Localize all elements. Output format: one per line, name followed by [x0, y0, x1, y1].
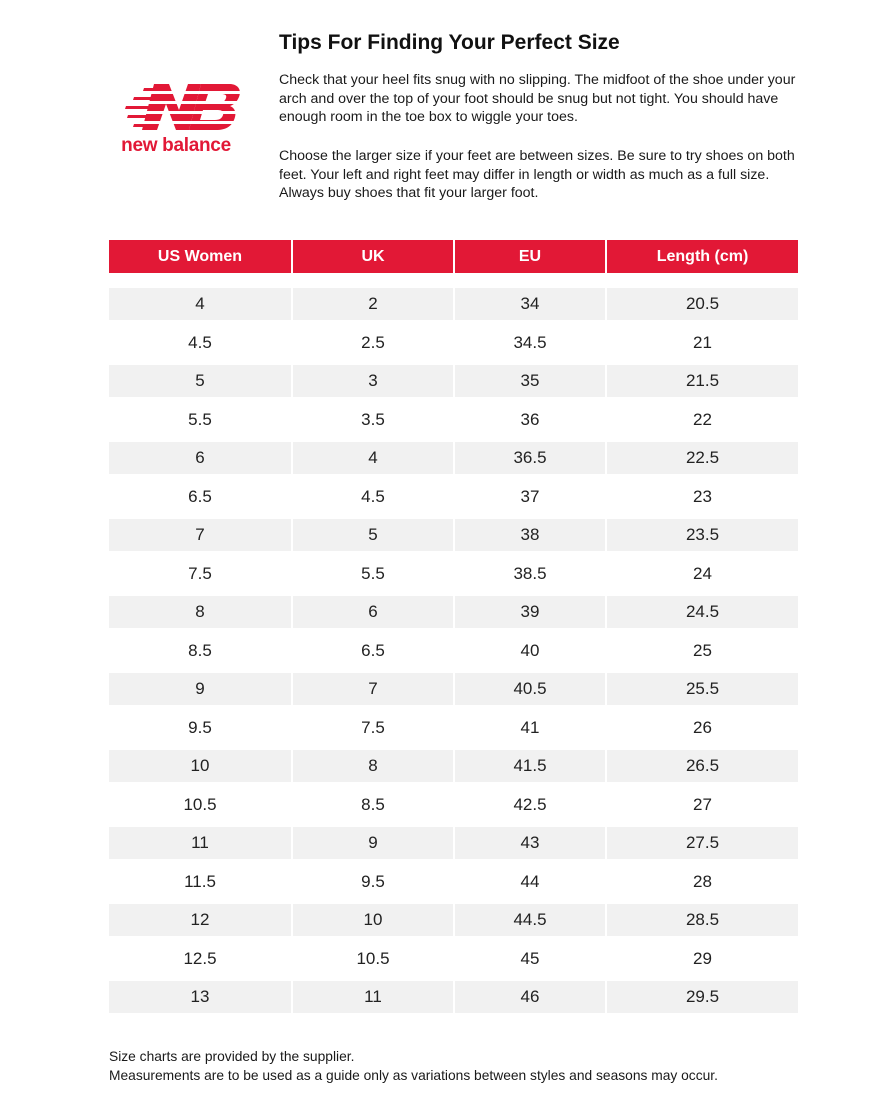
cell-uk: 6: [291, 596, 453, 628]
cell-us-women: 11: [109, 827, 291, 859]
cell-eu: 41: [453, 712, 605, 744]
footer-note: [109, 1047, 879, 1085]
sizing-advice-paragraph: Choose the larger size if your feet are between sizes. Be sure to try shoes on both feet. Your left and right feet may differ in length or width as much as a full size. Always buy shoes that fit your larger foot.: [279, 148, 795, 201]
cell-us-women: 9: [109, 673, 291, 705]
cell-uk: 9.5: [291, 866, 453, 898]
column-header-uk: UK: [291, 240, 453, 273]
cell-length-cm: 24: [605, 558, 798, 590]
cell-eu: 37: [453, 481, 605, 513]
nb-logo-icon: [104, 80, 244, 135]
footer-line-1: Size charts are provided by the supplier.: [109, 1049, 355, 1064]
fit-tips-paragraph: Check that your heel fits snug with no slipping. The midfoot of the shoe under your arch and over the top of your foot should be snug but not tight. You should have enough room in the toe box to wiggle your toes.: [279, 72, 796, 125]
cell-length-cm: 23.5: [605, 519, 798, 551]
table-row: [109, 904, 798, 936]
cell-us-women: 8.5: [188, 640, 212, 660]
cell-eu: 38: [453, 519, 605, 551]
cell-eu: 36.5: [453, 442, 605, 474]
cell-eu: 46: [453, 981, 605, 1013]
cell-us-women: 4.5: [188, 332, 212, 352]
column-header-eu: EU: [453, 240, 605, 273]
cell-us-women: 10: [109, 750, 291, 782]
table-row: [109, 827, 798, 859]
table-row: [109, 442, 798, 474]
cell-uk: 3: [291, 365, 453, 397]
cell-uk: 11: [291, 981, 453, 1013]
cell-eu: 39: [453, 596, 605, 628]
table-row: [109, 404, 798, 436]
table-row: [109, 596, 798, 628]
cell-eu: 35: [453, 365, 605, 397]
table-row: [109, 519, 798, 551]
cell-uk: 7: [291, 673, 453, 705]
cell-length-cm: 28.5: [605, 904, 798, 936]
column-header-us-women: US Women: [109, 240, 291, 273]
cell-us-women: 4: [109, 288, 291, 320]
cell-length-cm: 21.5: [605, 365, 798, 397]
table-row: [109, 558, 798, 590]
cell-uk: 4.5: [291, 481, 453, 513]
page-title: Tips For Finding Your Perfect Size: [279, 31, 620, 54]
cell-eu: 40: [453, 635, 605, 667]
cell-eu: 44: [453, 866, 605, 898]
cell-uk: 10: [291, 904, 453, 936]
cell-length-cm: 22: [605, 404, 798, 436]
cell-us-women: 10.5: [183, 794, 217, 814]
brand-name: new balance: [121, 135, 231, 156]
cell-eu: 45: [453, 943, 605, 975]
table-body: [109, 288, 798, 1013]
table-row: [109, 750, 798, 782]
cell-us-women: 11.5: [184, 871, 216, 891]
cell-length-cm: 25.5: [605, 673, 798, 705]
column-header-length-cm: Length (cm): [605, 240, 798, 273]
cell-length-cm: 24.5: [605, 596, 798, 628]
cell-eu: 41.5: [453, 750, 605, 782]
cell-eu: 38.5: [453, 558, 605, 590]
table-row: [109, 365, 798, 397]
table-row: [109, 673, 798, 705]
cell-length-cm: 26: [605, 712, 798, 744]
cell-us-women: 8: [109, 596, 291, 628]
cell-length-cm: 21: [605, 327, 798, 359]
table-row: [109, 712, 798, 744]
cell-us-women: 12: [109, 904, 291, 936]
cell-uk: 2: [291, 288, 453, 320]
cell-length-cm: 29: [605, 943, 798, 975]
cell-length-cm: 25: [605, 635, 798, 667]
footer-line-2: Measurements are to be used as a guide only as variations between styles and seasons may occur.: [109, 1068, 718, 1083]
cell-eu: 34.5: [453, 327, 605, 359]
cell-us-women: 9.5: [188, 717, 212, 737]
cell-eu: 43: [453, 827, 605, 859]
cell-uk: 7.5: [291, 712, 453, 744]
cell-eu: 40.5: [453, 673, 605, 705]
table-row: [109, 866, 798, 898]
table-row: [109, 327, 798, 359]
cell-us-women: 7.5: [188, 563, 212, 583]
cell-eu: 34: [453, 288, 605, 320]
cell-length-cm: 20.5: [605, 288, 798, 320]
cell-length-cm: 27: [605, 789, 798, 821]
cell-length-cm: 22.5: [605, 442, 798, 474]
cell-length-cm: 27.5: [605, 827, 798, 859]
cell-us-women: 6: [109, 442, 291, 474]
cell-uk: 9: [291, 827, 453, 859]
cell-uk: 8: [291, 750, 453, 782]
table-row: [109, 288, 798, 320]
cell-length-cm: 23: [605, 481, 798, 513]
cell-uk: 10.5: [291, 943, 453, 975]
table-row: [109, 943, 798, 975]
cell-length-cm: 26.5: [605, 750, 798, 782]
cell-uk: 5.5: [291, 558, 453, 590]
cell-eu: 44.5: [453, 904, 605, 936]
table-row: [109, 635, 798, 667]
table-header: [109, 240, 798, 273]
table-row: [109, 981, 798, 1013]
cell-uk: 3.5: [291, 404, 453, 436]
cell-uk: 5: [291, 519, 453, 551]
cell-us-women: 5.5: [188, 409, 212, 429]
cell-eu: 36: [453, 404, 605, 436]
cell-uk: 2.5: [291, 327, 453, 359]
cell-us-women: 13: [109, 981, 291, 1013]
table-row: [109, 789, 798, 821]
cell-us-women: 12.5: [183, 948, 217, 968]
cell-uk: 6.5: [291, 635, 453, 667]
size-chart-table: [109, 240, 798, 1020]
cell-us-women: 5: [109, 365, 291, 397]
cell-us-women: 7: [109, 519, 291, 551]
cell-uk: 8.5: [291, 789, 453, 821]
cell-length-cm: 28: [605, 866, 798, 898]
table-row: [109, 481, 798, 513]
cell-uk: 4: [291, 442, 453, 474]
cell-eu: 42.5: [453, 789, 605, 821]
cell-length-cm: 29.5: [605, 981, 798, 1013]
brand-logo: [104, 80, 244, 160]
cell-us-women: 6.5: [188, 486, 212, 506]
